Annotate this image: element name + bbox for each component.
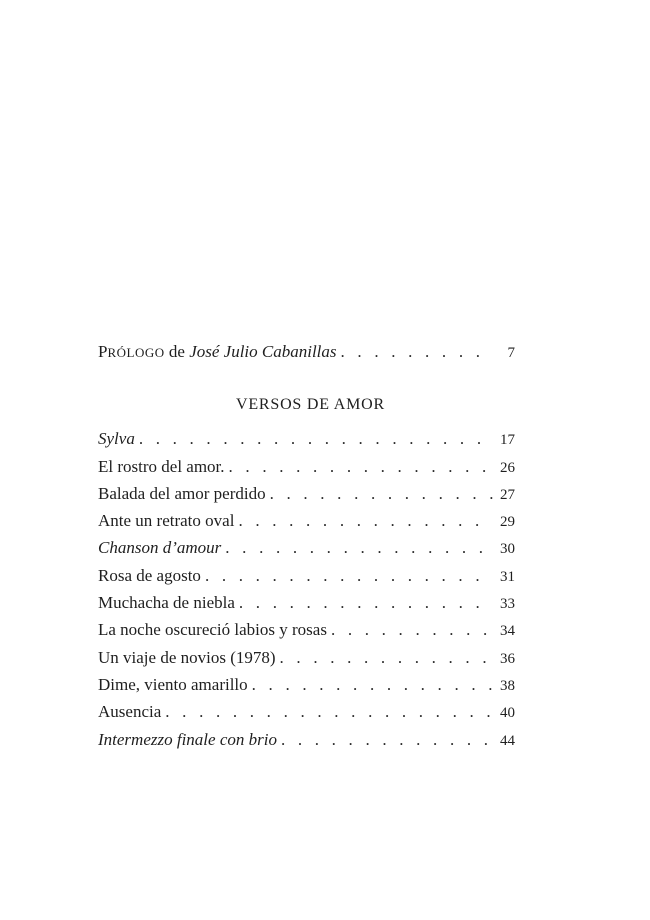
toc-page-number: 29 (500, 514, 515, 531)
toc-page-number: 30 (500, 541, 515, 558)
toc-entry (98, 425, 515, 452)
dot-leader (165, 698, 493, 725)
dot-leader (205, 562, 493, 589)
section-heading: VERSOS DE AMOR (235, 396, 385, 414)
toc-entry (98, 726, 515, 753)
toc-page-number: 34 (500, 623, 515, 640)
dot-leader (238, 507, 493, 534)
toc-entry-title-text: Ausencia (98, 702, 162, 722)
toc-entry-title-text: Chanson d’amour (98, 538, 222, 558)
toc-entry-title (98, 425, 135, 452)
prologue-label-rest: RÓLOGO (107, 345, 165, 360)
toc-entry-title-text: Dime, viento amarillo (98, 674, 248, 694)
toc-entry (98, 698, 515, 725)
toc-entry (98, 480, 515, 507)
toc-entry-title-text: Intermezzo finale con brio (98, 729, 277, 749)
toc-entry (98, 453, 515, 480)
toc-entry-title (98, 507, 234, 534)
dot-leader (280, 644, 493, 671)
toc-entry-title-text: La noche oscureció labios y rosas (98, 620, 327, 640)
toc-entry-title (98, 534, 221, 561)
toc-page-number: 26 (500, 459, 515, 476)
prologue-label-initial: P (98, 342, 108, 361)
prologue-author: José Julio Cabanillas (189, 342, 337, 361)
toc-entry-title (98, 338, 337, 366)
toc-entry-title-text: Muchacha de niebla (98, 593, 235, 613)
toc-entry-title-text: El rostro del amor. (98, 456, 225, 476)
toc-page-number: 38 (500, 677, 515, 694)
toc-entry (98, 644, 515, 671)
toc-entry-title (98, 616, 327, 643)
toc-entry-prologue (98, 338, 515, 365)
toc-page-number: 7 (507, 345, 515, 361)
toc-entry-title (98, 480, 266, 507)
toc-entry-title (98, 562, 201, 589)
dot-leader (239, 589, 493, 616)
dot-leader (225, 534, 493, 561)
toc-entry-title-text: Sylva (98, 429, 135, 449)
toc-entry-title-text: Rosa de agosto (98, 565, 201, 585)
dot-leader (331, 616, 493, 643)
toc-entry-title (98, 644, 276, 671)
toc-entry (98, 534, 515, 561)
toc-page-number: 44 (500, 732, 515, 749)
toc-page-number: 31 (500, 568, 515, 585)
toc-entry (98, 671, 515, 698)
table-of-contents (98, 338, 515, 753)
dot-leader (341, 338, 493, 365)
dot-leader (270, 480, 493, 507)
dot-leader (252, 671, 493, 698)
toc-page-number: 40 (500, 705, 515, 722)
toc-entry (98, 589, 515, 616)
toc-page-number: 33 (500, 596, 515, 613)
toc-entry-title (98, 589, 235, 616)
toc-entry-title-text: Un viaje de novios (1978) (98, 647, 276, 667)
toc-entry-title-text: Balada del amor perdido (98, 483, 266, 503)
toc-entry (98, 562, 515, 589)
dot-leader (229, 453, 493, 480)
dot-leader (139, 425, 493, 452)
toc-entry (98, 507, 515, 534)
toc-entry (98, 616, 515, 643)
toc-entry-title (98, 726, 277, 753)
toc-entry-title (98, 671, 248, 698)
toc-page-number: 36 (500, 650, 515, 667)
toc-page-number: 27 (500, 486, 515, 503)
toc-entry-title (98, 453, 225, 480)
prologue-connector: de (168, 342, 185, 361)
toc-entry-title-text: Ante un retrato oval (98, 511, 235, 531)
toc-page-number: 17 (500, 432, 515, 449)
dot-leader (281, 726, 493, 753)
toc-entry-title (98, 698, 161, 725)
